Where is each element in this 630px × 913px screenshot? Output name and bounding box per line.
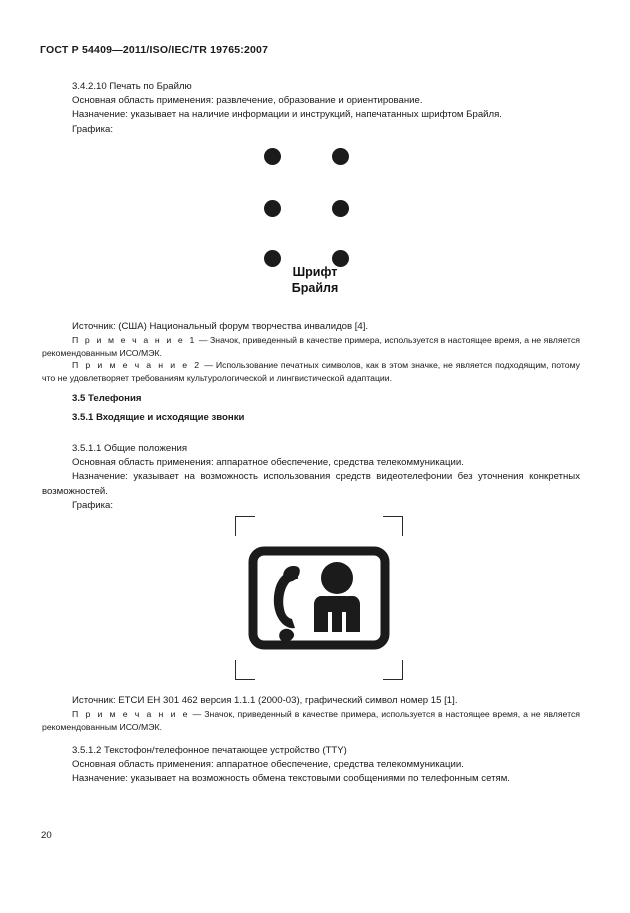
note-label: П р и м е ч а н и е 2 <box>72 360 202 371</box>
videophone-figure <box>233 514 405 682</box>
note-label: П р и м е ч а н и е 1 <box>72 335 197 346</box>
braille-figure <box>255 145 375 310</box>
telephony-general-block <box>42 442 580 513</box>
telephony-source: Источник: ЕТСИ ЕН 301 462 версия 1.1.1 (2000-03), графический символ номер 15 [1]. <box>72 695 458 706</box>
telephony-subheading: 3.5.1 Входящие и исходящие звонки <box>72 412 245 423</box>
tty-block <box>42 744 580 787</box>
telephony-source-notes <box>42 694 580 733</box>
note-body: — Значок, приведенный в качестве примера, используется в настоящее время, а не является рекомендованным ИСО/МЭК. <box>42 709 580 732</box>
telephony-note <box>42 708 580 733</box>
braille-clause-title: 3.4.2.10 Печать по Брайлю <box>72 81 192 92</box>
tty-clause-title: 3.5.1.2 Текстофон/телефонное печатающее устройство (TTY) <box>72 745 347 756</box>
crop-mark-bottom-left-icon <box>235 660 255 680</box>
braille-dot-2 <box>264 200 281 217</box>
tty-purpose: Назначение: указывает на возможность обмена текстовыми сообщениями по телефонным сетям. <box>72 773 510 785</box>
telephony-graphics-label: Графика: <box>72 499 113 511</box>
braille-source: Источник: (США) Национальный форум творчества инвалидов [4]. <box>72 321 369 332</box>
note-label: П р и м е ч а н и е <box>72 709 190 720</box>
telephony-purpose: Назначение: указывает на возможность использования средств видеотелефонии без уточнения конкретных возможностей. <box>42 471 580 497</box>
braille-caption-line2: Брайля <box>291 280 339 295</box>
videophone-icon <box>248 546 390 650</box>
braille-note-2 <box>42 359 580 384</box>
note-body: — Использование печатных символов, как в этом значке, не является подходящим, потому что не удовлетворяет требованиям культурологической и лингвистической адаптации. <box>42 360 581 383</box>
braille-text-block <box>42 80 580 137</box>
person-icon <box>314 562 360 632</box>
telephony-subheading-block <box>42 411 580 425</box>
telephony-heading-block <box>42 392 580 406</box>
crop-mark-top-right-icon <box>383 516 403 536</box>
telephony-application: Основная область применения: аппаратное обеспечение, средства телекоммуникации. <box>72 457 464 469</box>
page-number: 20 <box>41 830 52 841</box>
crop-mark-bottom-right-icon <box>383 660 403 680</box>
braille-caption-line1: Шрифт <box>292 265 338 279</box>
tty-application: Основная область применения: аппаратное обеспечение, средства телекоммуникации. <box>72 759 464 771</box>
telephony-heading: 3.5 Телефония <box>72 393 142 404</box>
crop-mark-top-left-icon <box>235 516 255 536</box>
handset-icon <box>274 566 300 642</box>
braille-dot-5 <box>332 200 349 217</box>
braille-purpose: Назначение: указывает на наличие информации и инструкций, напечатанных шрифтом Брайля. <box>72 109 502 121</box>
braille-note-1 <box>42 334 580 359</box>
braille-application: Основная область применения: развлечение, образование и ориентирование. <box>72 95 423 107</box>
braille-graphics-label: Графика: <box>72 123 113 135</box>
telephony-clause-general: 3.5.1.1 Общие положения <box>72 443 188 454</box>
braille-dot-1 <box>264 148 281 165</box>
braille-dot-4 <box>332 148 349 165</box>
document-header: ГОСТ Р 54409—2011/ISO/IEC/TR 19765:2007 <box>40 44 269 56</box>
braille-source-notes <box>42 320 580 385</box>
braille-caption <box>255 265 375 296</box>
note-body: — Значок, приведенный в качестве примера, используется в настоящее время, а не является рекомендованным ИСО/МЭК. <box>42 335 580 358</box>
